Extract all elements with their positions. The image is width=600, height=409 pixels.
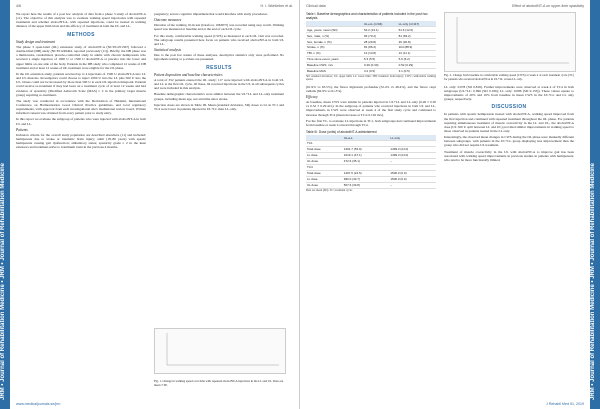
table-cell: 1497.6 (24.5) [343,170,390,176]
paragraph: Baseline demographic characteristics were similar between the UL+LL and LL-only treatment groups, including mean age, sex and time since stroke. [154,92,284,101]
table-cell: 1019.1 (47.1) [343,152,390,158]
paragraph: Injection doses are shown in Table III. Mean (standard deviation, SD) doses to LL in TC1 and TC4 were lower in patients injected in UL+LL than LL-only. [154,102,284,111]
table-cell: 990.0 (43.7) [343,176,390,182]
table-cell: 66 (70.2) [363,33,398,39]
table-cell: 28 (29.8) [363,39,398,45]
subheading: Outcome measures [154,18,182,23]
table-cell: 5.6 (6.2) [398,56,436,62]
table-3 [306,130,436,189]
table-cell: Total dose [306,147,343,153]
paragraph: In this report we evaluate the subgroup of patients who were injected with abobotNT-A in both UL and LL. [16,117,146,126]
table-cell: Baseline MAS [306,68,363,74]
figure-1-axes [167,333,279,365]
page-footer-right [306,402,584,406]
subheading: Efficacy [306,94,318,99]
column-left [306,12,436,192]
figure-2-axes [457,17,569,63]
table-cell: 0.49 (0.30) [363,62,398,68]
page-footer-left [16,402,293,406]
table-cell: TBI, n (%) [306,51,363,57]
table-cell: – [389,182,436,188]
table-cell: 0.52 (0.29) [398,62,436,68]
column-left [16,12,146,152]
column-right [444,12,574,164]
table-1-caption: Table I. Baseline demographics and characteristics of patients included in the post hoc analysis [306,12,428,21]
methods-heading: METHODS [67,31,95,38]
table-cell: 81 (86.2) [363,45,398,51]
table-cell: LL dose [306,152,343,158]
paragraph: In the OL extension study, patients received up to 4 injections of 1500 U abobotNT-A into LL and UL muscles. Investigators could choose to inject 1000 U into the LL plus 500 U into the UL. Doses could not be increased by more than 500 U at each OL injection timepoint. Patients could receive re-treatment if they had been on a treatment cycle of at least 12 weeks and had evidence of spasticity (Modified Ashworth Scale (MAS) ≥ 2 in the primary target muscle group) requiring re-treatment. [16,71,146,97]
table-row [306,182,436,188]
column-right [154,12,284,113]
running-title: Effect of abobotNT-A on upper-limb spasticity [512,4,584,8]
page-left [10,0,300,409]
paragraph: Interestingly, the observed mean changes in CWS during the OL phase were markedly different between subgroups, with patients in the UL+LL group displaying less improvement than the group who did not require UL treatment. [444,135,574,148]
table-row [306,68,436,74]
subheading: Patient disposition and baseline characteristics [154,72,223,77]
page-number: 4/8 [16,4,21,8]
discussion-heading: DISCUSSION [491,104,527,111]
paragraph: (61.9% vs 63.5%), the flexor digitorum profundus (52.4% vs 48.4%), and the flexor carpi radialis (62.9% vs 61.3%). [306,84,436,93]
table-cell: Time since event, years [306,56,363,62]
paragraph: In patients with spastic hemiparesis treated with abobotNT-A, walking speed improved from the first injection and continued with repeated treatment throughout the OL phase. For patients requiring simultaneous treatment of muscle overactivity in the LL and UL, the abobotNT-A dose (UL 500 U split between LL and UL) provided similar improvements in walking speed to those observed in patients treated in the LL only. [444,112,574,133]
table-cell: Baseline CWS, m/s [306,62,363,68]
journal-side-label-left: JRM • Journal of Rehabilitation Medicine • JRM • Journal of Rehabilitation Medicine [0,163,6,400]
table-cell: 1500.0 (0.0) [389,176,436,182]
page-right [300,0,590,409]
journal-citation: J Rehabil Med 51, 2019 [546,402,584,406]
table-cell: 1499.3 (24.0) [389,152,436,158]
table-cell: 3.2 (0.5) [363,68,398,74]
table-cell: 52.2 (13.1) [363,27,398,33]
results-heading: RESULTS [206,64,232,71]
paragraph: A total of 352 patients entered the OL study; 117 were injected with abobotNT-A in both UL and LL at the first OL cycle. Of these, 94 received injections in the UL in all subsequent cycles and were included in this analysis. [154,77,284,91]
journal-side-band-right [590,0,600,409]
table-header: UL+LL [343,135,390,140]
paragraph: For the first TC, to evaluate LL injections in TC1, both subgroups had continued improvements from baseline at week 4 onward through TC4. [306,118,436,127]
table-cell: Age, years, mean (SD) [306,27,363,33]
table-cell: 472.6 (35.1) [343,158,390,164]
table-1 [306,12,436,75]
table-cell: 81 (69.2) [398,33,436,39]
table-cell: Sex, female, n (%) [306,39,363,45]
table-3-note: Data are mean (SD). TC: treatment cycle. [306,188,353,192]
journal-url[interactable]: www.medicaljournals.se/jrm [16,402,61,406]
figure-2-caption: Fig. 2. Change from baseline in comfortable walking speed (CWS) at week 4 of each treatment cycle (TC) for patients who received abobotNT-A in UL+LL versus LL only. [444,73,574,81]
table-cell: UL dose [306,158,343,164]
page-header-right [306,4,584,8]
paragraph: The phase 3 open-label (OL) extension study of abobotNT-A (NCT01251367) followed a double-blind (DB) study (NCT01249404, reported previously (11)). Briefly, the DB phase was a multicentre, randomized, placebo-controlled study in adults with chronic hemiparesis who received a single injection of 1000 U or 1500 U abobotNT-A or placebo into the lower and upper limbs on one side of the body. Patients in the DB study who completed 12 weeks of DB treatment and at least 12 weeks of OL treatment were eligible for the OL phase. [16,44,146,70]
paragraph: Duration of the walking 10-m test (barefoot, 10MWT) was recorded using stop watch. Walking speed was measured at baseline and at the end of each OL cycle. [154,23,284,32]
table-cell: Stroke, n (%) [306,45,363,51]
subheading: Study design and treatment [16,39,56,44]
page-header-left [16,4,293,8]
table-header: UL+LL (n=94) [363,21,398,26]
journal-side-band-left [0,0,10,409]
table-cell: TC4 [306,164,343,170]
table-cell: Sex, male, n (%) [306,33,363,39]
table-cell: 104 (88.9) [398,45,436,51]
figure-1 [154,328,284,387]
figure-1-chart [154,328,286,374]
running-section: Clinical data [306,4,326,8]
paragraph: Due to the post hoc nature of these analyses, descriptive statistics only were performed. No hypothesis testing or p-values are presented. [154,53,284,62]
table-cell: 5.3 (5.5) [363,56,398,62]
paragraph: At baseline, mean CWS were similar in patients injected in UL+LL and LL-only (0.49 ± 0.30 vs 0.52 ± 0.29 m/s). In the subgroup of patients who received injections in both UL and LL, improvements in CWS were observed at week 4 of the first study cycle and continued to increase through TC4 (mean increase at TC4: 0.102 m/s). [306,100,436,117]
table-cell: Total dose [306,170,343,176]
table-cell: 1500.0 (0.0) [389,170,436,176]
paragraph: pregnancy; severe cognitive impairment that would interfere with study procedures. [154,12,268,16]
paragraph: We report here the results of a post hoc analysis of data from a phase 3 study of abobotNT-A (11). The objective of this analysis was to evaluate walking speed trajectories with repeated treatments and whether abobotNT-A, with repeated injections, could be treated in walking distance of the upper limb trials and the efficacy of treatment in both the UL and LL. [16,12,146,29]
paragraph: Treatment of muscle overactivity in the UL with abobotNT-A to improve gait has been associated with walking speed improvements in previous studies in patients with hemiparesis, who tend to be more functionally limited. [444,149,574,162]
table-cell: 51.6 (12.6) [398,27,436,33]
paragraph: Inclusion criteria for the overall study population are described elsewhere (11) and included: hemiparesis due to stroke or traumatic brain injury; adult (18–80 years) with spastic hemiparesis causing gait dysfunction; ambulatory status; spasticity grade ≥ 2 in the knee extensors and treatment-naïve to botulinum toxin in the previous 4 months. [16,132,146,150]
table-cell: TC1 [306,141,343,147]
table-header: LL only [389,135,436,140]
table-cell: 3.1 (0.5) [398,68,436,74]
table-cell: LL dose [306,176,343,182]
table-1-note: SD: standard deviation; UL: upper limb; LL: lower limb; TBI: traumatic brain injury; CWS: comfortable walking speed. [306,74,436,82]
table-cell: 1491.7 (53.9) [343,147,390,153]
table-cell: UL dose [306,182,343,188]
figure-2-chart [444,12,576,72]
table-3-caption: Table III. Dose (units) of abobotNT-A administered [306,129,377,134]
subheading: Patients [16,127,28,132]
paragraph: LL only: 0.078 (SD 0.816). Further improvements were observed at week 4 of TC4 in both subgroups (UL+LL: 0.096 (SD 0.166); LL only: 0.086 (SD 0.133)). These values equate to improvements of 20% and 16% from baseline in mean CWS in the UL+LL and LL only groups, respectively. [444,84,574,102]
table-cell: 507.6 (33.8) [343,182,390,188]
journal-side-label-right: JRM • Journal of Rehabilitation Medicine • JRM • Journal of Rehabilitation Medicine [590,163,596,400]
paragraph: For this study, comfortable walking speed (CWS) as measured at each OL visit was recorded. The subgroup results presented here focus on patients who received abobotNT-A in both UL and LL. [154,33,284,46]
table-cell: – [389,158,436,164]
table-cell: 1499.3 (24.0) [389,147,436,153]
figure-1-caption: Fig. 1. Change in walking speed over time with repeated abobotNT-A injections in the LL and UL. Data are mean ± SE. [154,379,284,387]
paragraph: The study was conducted in accordance with the Declaration of Helsinki, International Conference on Harmonisation Good Clinical Practice guidelines, and local regulatory requirements, with approval from each investigational site's institutional review board. Written informed consent was obtained from every patient prior to study entry. [16,98,146,116]
table-header: LL only (n=117) [398,21,436,26]
table-cell: 13 (11.1) [398,51,436,57]
subheading: Statistical analysis [154,48,182,53]
table-cell: 36 (30.8) [398,39,436,45]
table-cell: 13 (13.8) [363,51,398,57]
running-authors: H. I. Wohlleber et al. [260,4,293,8]
